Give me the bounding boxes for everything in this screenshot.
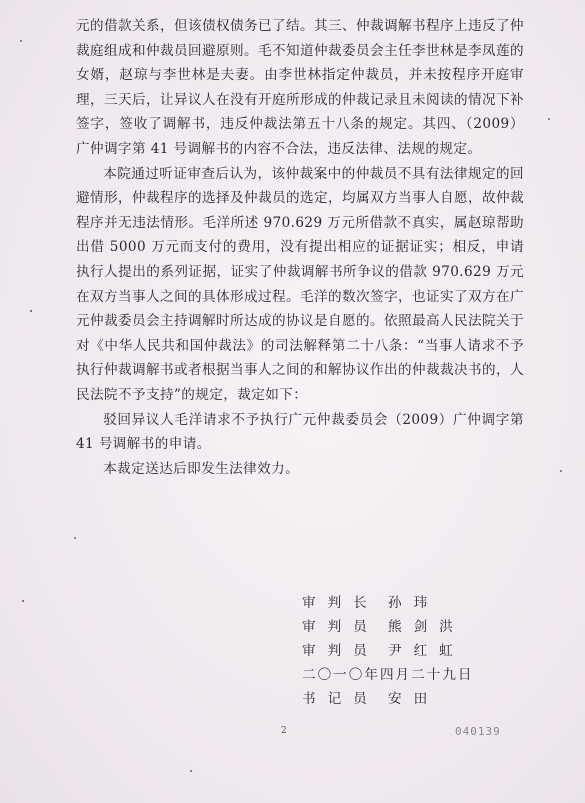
signature-name: 孙玮 (388, 595, 440, 611)
document-body (76, 14, 524, 481)
paragraph-court-finding: 本院通过听证审查后认为，该仲裁案中的仲裁员不具有法律规定的回避情形，仲裁程序的选择及仲裁员的选定，均属双方当事人自愿，故仲裁程序并无违法情形。毛洋所述 970.629 万元所借款不真实，属赵琼帮助出借 5000 万元而支付的费用，没有提出相应的证据证实；相反，申请执行人提出的系列证据，证实了仲裁调解书所争议的借款 970.629 万元在双方当事人之间的具体形成过程。毛洋的数次签字，也证实了双方在广元仲裁委员会主持调解时所达成的协议是自愿的。依照最高人民法院关于对《中华人民共和国仲裁法》的司法解释第二十八条：“当事人请求不予执行仲裁调解书或者根据当事人之间的和解协议作出的仲裁裁决书的，人民法院不予支持”的规定，裁定如下： (76, 165, 524, 403)
scan-speck (74, 537, 76, 539)
scan-speck (30, 310, 32, 312)
paragraph-continuation: 元的借款关系，但该债权债务已了结。其三、仲裁调解书程序上违反了仲裁庭组成和仲裁员回避原则。毛不知道仲裁委员会主任李世林是李凤莲的女婿，赵琼与李世林是夫妻。由李世林指定仲裁员，并未按程序开庭审理，三天后，让异议人在没有开庭所形成的仲裁记录且未阅读的情况下补签字，签收了调解书，违反仲裁法第五十八条的规定。其四、（2009）广仲调字第 41 号调解书的内容不合法，违反法律、法规的规定。 (76, 18, 524, 157)
scan-speck (20, 40, 22, 42)
scan-speck (560, 470, 562, 472)
signature-title: 审判员 (302, 619, 379, 635)
scan-speck (22, 600, 24, 602)
clerk-name: 安田 (388, 691, 440, 707)
paragraph-ruling: 驳回异议人毛洋请求不予执行广元仲裁委员会（2009）广仲调字第 41 号调解书的申请。 (76, 411, 524, 453)
stamp-number: 040139 (455, 725, 501, 738)
signature-title: 审判长 (302, 595, 379, 611)
clerk-row (302, 687, 482, 711)
signature-title: 审判员 (302, 643, 379, 659)
signature-row (302, 591, 482, 615)
judgment-date: 二〇一〇年四月二十九日 (302, 667, 474, 683)
signature-block (302, 591, 482, 711)
page-number: 2 (281, 726, 287, 736)
signature-row (302, 615, 482, 639)
clerk-title: 书记员 (302, 691, 379, 707)
signature-row (302, 639, 482, 663)
signature-name: 熊剑洪 (388, 619, 465, 635)
scan-speck (190, 770, 192, 772)
paragraph-effect: 本裁定送达后即发生法律效力。 (103, 460, 300, 477)
signature-name: 尹红虹 (388, 643, 465, 659)
scan-speck (548, 118, 550, 120)
